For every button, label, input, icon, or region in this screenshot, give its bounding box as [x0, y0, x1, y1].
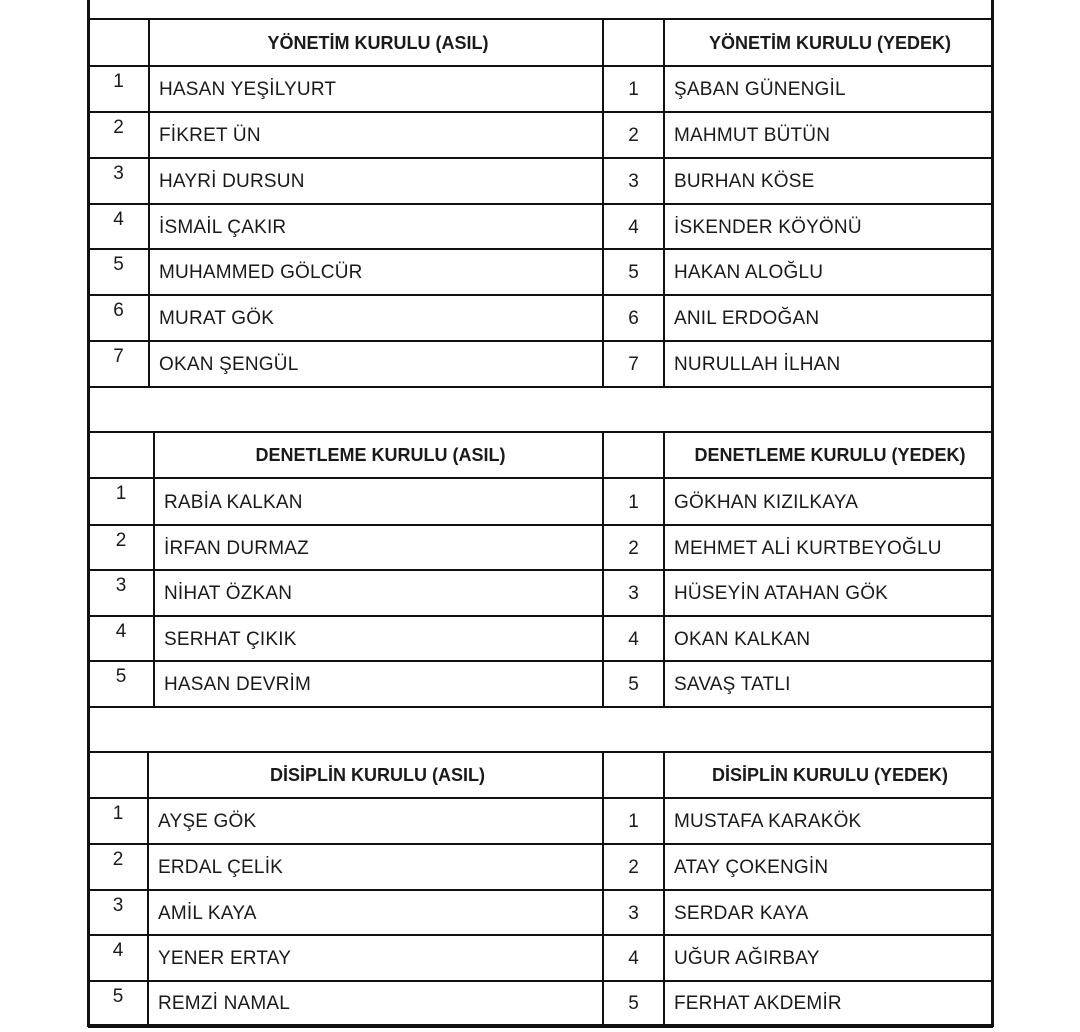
header-divider-left: [148, 19, 150, 66]
row-number-yedek: 1: [628, 79, 639, 100]
member-name-yedek: GÖKHAN KIZILKAYA: [674, 491, 859, 513]
row-number-yedek: 3: [628, 583, 639, 604]
member-name-yedek: ANIL ERDOĞAN: [674, 308, 820, 329]
row-divider: [88, 203, 993, 205]
row-number-yedek: 5: [628, 993, 639, 1014]
header-divider-right: [663, 752, 665, 798]
header-divider-right: [663, 19, 665, 66]
member-name-yedek: MUSTAFA KARAKÖK: [674, 811, 862, 832]
member-name-asil: AMİL KAYA: [158, 902, 257, 924]
row-divider: [88, 157, 993, 159]
row-divider: [88, 934, 993, 936]
row-number-asil: 4: [113, 209, 124, 230]
row-number-asil: 5: [115, 666, 127, 687]
row-number-yedek: 5: [628, 674, 639, 695]
row-number-asil: 6: [113, 300, 124, 321]
member-name-asil: HASAN YEŞİLYURT: [159, 79, 337, 100]
row-number-asil: 4: [115, 621, 127, 642]
section-title-yedek: YÖNETİM KURULU (YEDEK): [709, 32, 951, 53]
section-top-border: [88, 751, 993, 753]
row-number-yedek: 2: [628, 125, 639, 146]
row-number-yedek: 4: [628, 948, 639, 969]
member-name-yedek: ŞABAN GÜNENGİL: [674, 79, 846, 100]
member-name-yedek: UĞUR AĞIRBAY: [674, 948, 820, 969]
row-divider: [88, 340, 993, 342]
row-number-yedek: 5: [628, 262, 639, 283]
row-number-yedek: 4: [628, 216, 639, 238]
row-number-asil: 1: [113, 71, 124, 92]
member-name-asil: MURAT GÖK: [159, 308, 275, 329]
member-name-yedek: FERHAT AKDEMİR: [674, 993, 842, 1014]
row-divider: [88, 615, 993, 617]
row-divider: [88, 386, 993, 388]
row-number-asil: 2: [113, 117, 124, 138]
member-name-yedek: HÜSEYİN ATAHAN GÖK: [674, 583, 889, 604]
member-name-asil: HASAN DEVRİM: [164, 674, 312, 695]
row-divider: [88, 1024, 993, 1026]
row-number-asil: 2: [115, 530, 127, 551]
header-divider-left: [147, 752, 149, 798]
member-name-asil: SERHAT ÇIKIK: [164, 628, 297, 650]
member-name-yedek: SERDAR KAYA: [674, 902, 809, 924]
row-number-asil: 2: [112, 849, 124, 870]
row-divider: [88, 477, 993, 479]
member-name-yedek: MEHMET ALİ KURTBEYOĞLU: [674, 537, 942, 559]
section-title-asil: YÖNETİM KURULU (ASIL): [267, 32, 489, 53]
row-number-yedek: 6: [628, 308, 639, 329]
member-name-yedek: ATAY ÇOKENGİN: [674, 857, 829, 878]
number-column-divider-left: [147, 798, 149, 1025]
row-divider: [88, 248, 993, 250]
member-name-yedek: SAVAŞ TATLI: [674, 674, 791, 695]
member-name-asil: NİHAT ÖZKAN: [164, 583, 293, 604]
member-name-asil: İRFAN DURMAZ: [164, 537, 309, 559]
section-title-yedek: DİSİPLİN KURULU (YEDEK): [711, 765, 949, 785]
member-name-asil: HAYRİ DURSUN: [159, 171, 305, 192]
row-divider: [88, 294, 993, 296]
section-title-asil: DİSİPLİN KURULU (ASIL): [270, 765, 485, 785]
member-name-yedek: NURULLAH İLHAN: [674, 354, 841, 375]
member-name-asil: İSMAİL ÇAKIR: [159, 216, 287, 238]
row-number-yedek: 2: [628, 857, 639, 878]
row-divider: [88, 660, 993, 662]
header-divider-right: [663, 432, 665, 478]
member-name-yedek: OKAN KALKAN: [674, 628, 811, 650]
table-border-left: [87, 0, 90, 1027]
section-top-border: [88, 18, 993, 20]
section-top-border: [88, 431, 993, 433]
number-column-divider-left: [153, 478, 155, 707]
member-name-asil: FİKRET ÜN: [159, 125, 261, 146]
row-divider: [88, 569, 993, 571]
row-number-asil: 1: [115, 483, 127, 504]
member-name-asil: MUHAMMED GÖLCÜR: [159, 262, 363, 283]
row-divider: [88, 980, 993, 982]
member-name-asil: RABİA KALKAN: [164, 491, 303, 513]
section-title-yedek: DENETLEME KURULU (YEDEK): [694, 445, 966, 465]
row-divider: [88, 111, 993, 113]
row-number-asil: 3: [115, 575, 127, 596]
header-divider-left: [153, 432, 155, 478]
center-column-divider: [602, 19, 604, 387]
row-number-asil: 7: [113, 346, 124, 367]
row-number-asil: 3: [112, 895, 124, 916]
row-divider: [88, 706, 993, 708]
row-divider: [88, 65, 993, 67]
member-name-yedek: MAHMUT BÜTÜN: [674, 125, 831, 146]
member-name-asil: OKAN ŞENGÜL: [159, 354, 299, 375]
row-number-yedek: 1: [628, 811, 639, 832]
member-name-asil: YENER ERTAY: [158, 948, 292, 969]
row-divider: [88, 524, 993, 526]
row-number-yedek: 7: [628, 354, 639, 375]
row-number-asil: 5: [113, 254, 124, 275]
row-number-yedek: 2: [628, 537, 639, 559]
member-name-yedek: HAKAN ALOĞLU: [674, 262, 824, 283]
number-column-divider-left: [148, 66, 150, 387]
member-name-yedek: İSKENDER KÖYÖNÜ: [674, 216, 862, 238]
row-number-asil: 5: [112, 986, 124, 1007]
row-number-asil: 4: [112, 940, 124, 961]
center-column-divider: [602, 432, 604, 707]
row-number-yedek: 3: [628, 902, 639, 924]
member-name-asil: REMZİ NAMAL: [158, 993, 291, 1014]
row-divider: [88, 797, 993, 799]
member-name-yedek: BURHAN KÖSE: [674, 171, 815, 192]
row-number-asil: 3: [113, 163, 124, 184]
number-column-divider-right: [663, 19, 665, 387]
section-title-asil: DENETLEME KURULU (ASIL): [255, 445, 506, 465]
center-column-divider: [602, 752, 604, 1025]
member-name-asil: AYŞE GÖK: [158, 811, 257, 832]
row-number-yedek: 4: [628, 628, 639, 650]
table-border-right: [991, 0, 994, 1027]
member-name-asil: ERDAL ÇELİK: [158, 857, 284, 878]
row-divider: [88, 889, 993, 891]
row-number-yedek: 3: [628, 171, 639, 192]
row-number-asil: 1: [112, 803, 124, 824]
row-number-yedek: 1: [628, 491, 639, 513]
row-divider: [88, 843, 993, 845]
